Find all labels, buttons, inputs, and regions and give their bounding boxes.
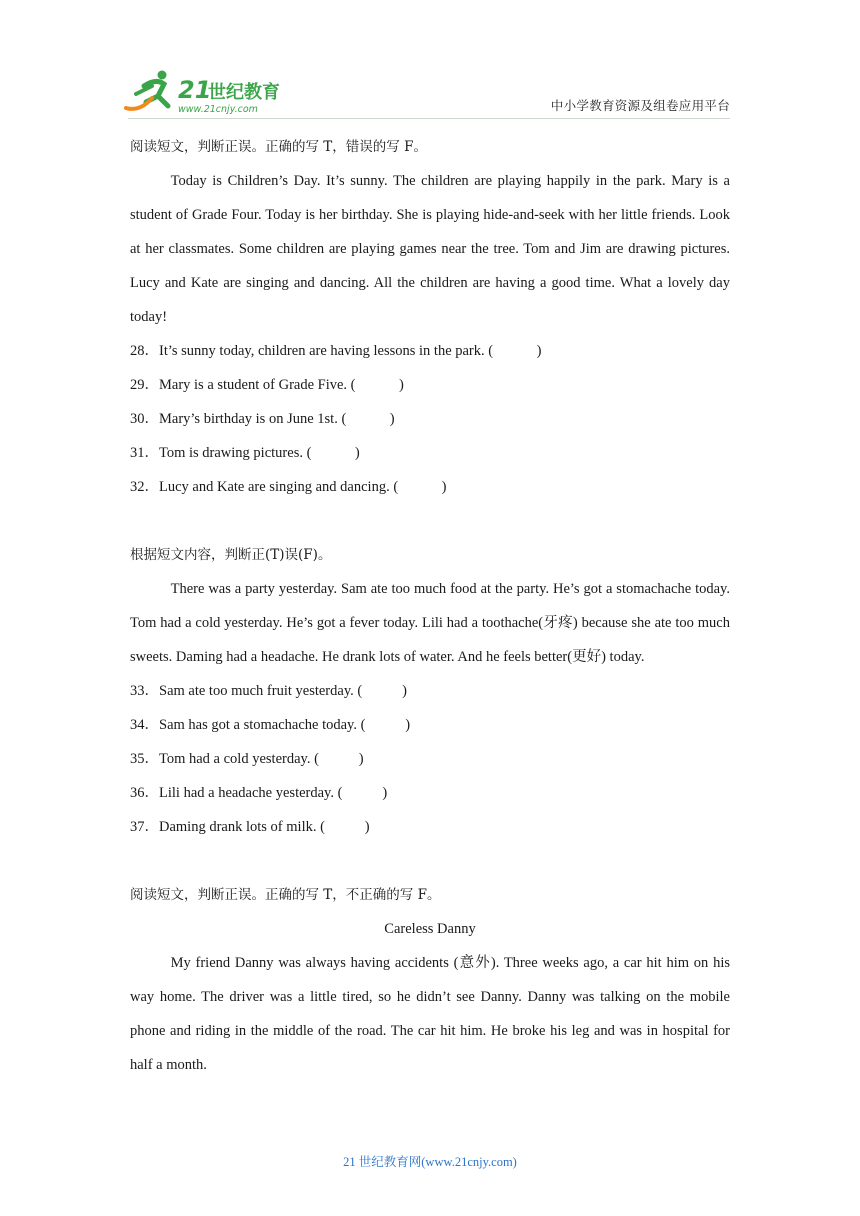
- question-37: 37．Daming drank lots of milk. ( ): [130, 819, 370, 835]
- header-divider: [128, 118, 730, 119]
- page-content: [130, 130, 730, 1082]
- page-header: [0, 0, 860, 130]
- section-spacer: [130, 504, 730, 538]
- section1-instruction: 阅读短文，判断正误。正确的写 T，错误的写 F。: [130, 139, 427, 155]
- logo-name: 世纪教育: [208, 82, 280, 103]
- passage-title: Careless Danny: [384, 921, 476, 937]
- question-36: 36．Lili had a headache yesterday. ( ): [130, 785, 388, 801]
- question-32: 32．Lucy and Kate are singing and dancing. ( ): [130, 479, 447, 495]
- question-33: 33．Sam ate too much fruit yesterday. ( ): [130, 683, 407, 699]
- question-34: 34．Sam has got a stomachache today. ( ): [130, 717, 411, 733]
- section3-instruction: 阅读短文，判断正误。正确的写 T，不正确的写 F。: [130, 887, 441, 903]
- question-31: 31．Tom is drawing pictures. ( ): [130, 445, 360, 461]
- section2-passage: There was a party yesterday. Sam ate too much food at the party. He’s got a stomachache today. Tom had a cold yesterday. He’s got a fever today. Lili had a toothache(牙疼) because she ate too much sweets. Daming had a headache. He drank lots of water. And he feels better(更好) today.: [130, 581, 730, 665]
- platform-name: 中小学教育资源及组卷应用平台: [550, 98, 730, 113]
- logo-number: 21: [178, 76, 212, 104]
- logo-url: www.21cnjy.com: [178, 104, 258, 115]
- section3-passage: My friend Danny was always having accidents (意外). Three weeks ago, a car hit him on his way home. The driver was a little tired, so he didn’t see Danny. Danny was talking on the mobile phone and riding in the middle of the road. The car hit him. He broke his leg and was in hospital for half a month.: [130, 955, 730, 1073]
- page-footer: 21 世纪教育网(www.21cnjy.com): [343, 1155, 517, 1169]
- section2-instruction: 根据短文内容，判断正(T)误(F)。: [130, 547, 332, 563]
- question-35: 35．Tom had a cold yesterday. ( ): [130, 751, 364, 767]
- logo-21cnjy: [122, 68, 292, 116]
- question-30: 30．Mary’s birthday is on June 1st. ( ): [130, 411, 395, 427]
- question-28: 28．It’s sunny today, children are having lessons in the park. ( ): [130, 343, 542, 359]
- section1-passage: Today is Children’s Day. It’s sunny. The children are playing happily in the park. Mary is a student of Grade Four. Today is her birthday. She is playing hide-and-seek with her little friends. Look at her classmates. Some children are playing games near the tree. Tom and Jim are drawing pictures. Lucy and Kate are singing and dancing. All the children are having a good time. What a lovely day today!: [130, 173, 730, 325]
- section-spacer: [130, 844, 730, 878]
- question-29: 29．Mary is a student of Grade Five. ( ): [130, 377, 404, 393]
